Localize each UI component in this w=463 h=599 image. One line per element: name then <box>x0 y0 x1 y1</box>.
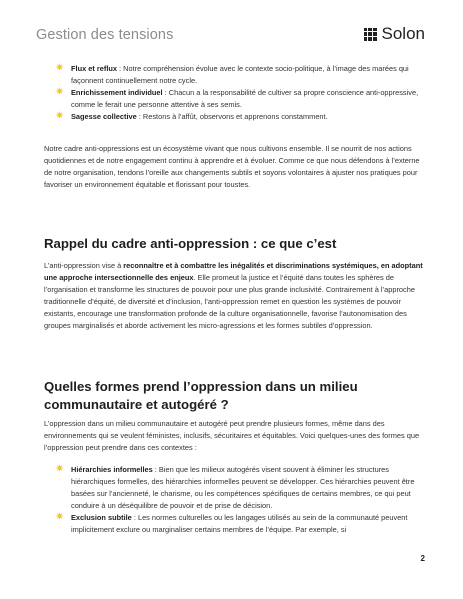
section-intro: L’oppression dans un milieu communautaire et autogéré peut prendre plusieurs formes, même dans des environnements qui se veulent féministes, inclusifs, sécuritaires et équitables. Voici quelques-unes des formes que l’oppression peut prendre dans ces contextes : <box>44 419 420 453</box>
sun-icon: ✷ <box>55 110 65 123</box>
bullet-text: : Chacun a la responsabilité de cultiver sa propre conscience anti-oppressive, comme le ferait une personne attentive à ses semis. <box>71 88 419 110</box>
list-item <box>55 110 423 123</box>
bullet-term: Sagesse collective <box>71 112 137 122</box>
sun-icon: ✷ <box>55 463 65 475</box>
sun-icon: ✷ <box>55 86 65 99</box>
section-paragraph <box>44 260 423 333</box>
sun-icon: ✷ <box>55 62 65 74</box>
list-item <box>55 62 423 87</box>
paragraph-text: L’anti-oppression vise à <box>44 261 124 270</box>
paragraph-text: . Elle promeut la justice et l’équité dans toutes les sphères de l’organisation et transforme les structures de pouvoir pour une plus grande inclusivité. Contrairement à l’approche traditionnelle d’équité, de diversité et d’inclusion, l’anti-oppression remet en question les systèmes de pouvoir existants, encourage une transformation profonde de la culture organisationnelle, favorise l’autonomisation des groupes marginalisés et aborde activement les micro-agressions et les formes subtiles d’oppression. <box>44 273 415 331</box>
page-number: 2 <box>420 554 425 563</box>
header-title: Gestion des tensions <box>36 27 174 43</box>
bullet-term: Flux et reflux <box>71 64 117 73</box>
forms-bullet-list <box>55 463 423 537</box>
bullet-text: : Notre compréhension évolue avec le contexte socio-politique, à l’image des marées qui façonnent continuellement notre cycle. <box>71 64 409 86</box>
top-bullet-list <box>55 62 423 123</box>
bullet-term: Enrichissement individuel <box>71 88 163 98</box>
list-item <box>55 86 423 111</box>
section-title: Quelles formes prend l’oppression dans un milieu communautaire et autogéré ? <box>44 379 358 412</box>
grid-logo-icon <box>364 28 377 41</box>
bullet-text: : Bien que les milieux autogérés visent souvent à éliminer les structures hiérarchiques formelles, des hiérarchies informelles peuvent se développer. Ces hiérarchies peuvent être basées sur l’ancienneté, le charisme, ou les compétences spécifiques de certains membres, ce qui peut conduire à un déséquilibre de pouvoir et de prise de décision. <box>71 465 415 511</box>
bullet-text: : Restons à l’affût, observons et apprenons constamment. <box>136 112 328 122</box>
emphasis-text: reconnaître et à combattre les inégalités et discriminations systémiques, en adoptant une approche intersectionnelle des enjeux <box>44 261 423 283</box>
brand-name: Solon <box>381 24 425 43</box>
sun-icon: ✷ <box>55 511 65 524</box>
list-item <box>55 511 423 536</box>
brand-logo <box>364 24 425 44</box>
bullet-term: Exclusion subtile <box>71 513 132 523</box>
ecosystem-paragraph: Notre cadre anti-oppressions est un écosystème vivant que nous cultivons ensemble. Il se nourrit de nos actions quotidiennes et de notre engagement continu à apprendre et à évoluer. Comme ce que nous défendons à l’externe de notre organisation, tendons l’oreille aux changements subtils et soyons volontaires à ajuster nos pratiques pour favoriser un environnement équitable et florissant pour toustes. <box>44 144 420 190</box>
bullet-text: : Les normes culturelles ou les langages utilisés au sein de la communauté peuvent implicitement exclure ou marginaliser certains membres de l’équipe. Par exemple, si <box>71 513 408 535</box>
section-title: Rappel du cadre anti-oppression : ce que c’est <box>44 236 337 251</box>
list-item <box>55 463 423 512</box>
bullet-term: Hiérarchies informelles <box>71 465 153 474</box>
